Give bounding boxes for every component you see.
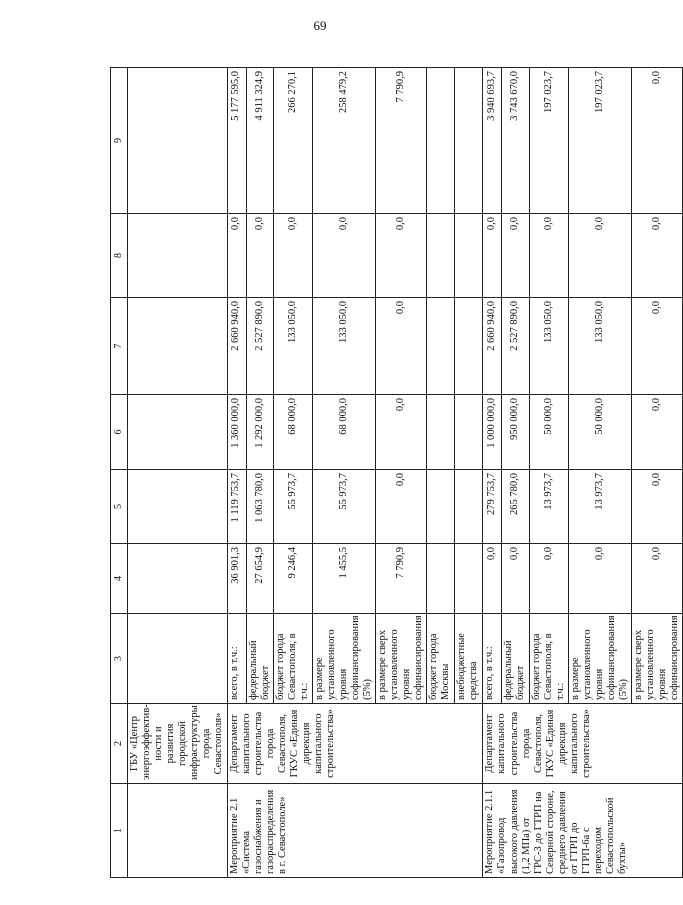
value-cell: 0,0 bbox=[376, 395, 427, 470]
continuation-empty-cell bbox=[128, 614, 228, 704]
funding-source-cell: в размере сверх установленного уровня софинансирования bbox=[632, 614, 683, 704]
value-cell: 3 743 670,0 bbox=[502, 68, 529, 214]
value-cell: 0,0 bbox=[632, 68, 683, 214]
value-cell: 0,0 bbox=[376, 470, 427, 544]
value-cell: 9 246,4 bbox=[273, 544, 312, 614]
value-cell: 0,0 bbox=[502, 544, 529, 614]
value-cell: 0,0 bbox=[502, 214, 529, 298]
value-cell: 2 527 890,0 bbox=[502, 298, 529, 395]
value-cell: 27 654,9 bbox=[246, 544, 273, 614]
value-cell bbox=[455, 298, 483, 395]
table-row bbox=[483, 68, 502, 878]
value-cell: 5 177 595,0 bbox=[227, 68, 246, 214]
table-wrapper bbox=[110, 68, 681, 878]
value-cell: 1 000 000,0 bbox=[483, 395, 502, 470]
value-cell bbox=[427, 68, 455, 214]
value-cell: 2 660 940,0 bbox=[227, 298, 246, 395]
header-cell-7: 7 bbox=[111, 298, 128, 395]
value-cell: 50 000,0 bbox=[529, 395, 568, 470]
continuation-empty-cell bbox=[128, 470, 228, 544]
value-cell: 13 973,7 bbox=[568, 470, 631, 544]
value-cell: 50 000,0 bbox=[568, 395, 631, 470]
value-cell: 0,0 bbox=[632, 298, 683, 395]
value-cell: 1 360 000,0 bbox=[227, 395, 246, 470]
value-cell: 0,0 bbox=[483, 544, 502, 614]
value-cell: 0,0 bbox=[376, 298, 427, 395]
value-cell: 265 780,0 bbox=[502, 470, 529, 544]
value-cell: 0,0 bbox=[227, 214, 246, 298]
value-cell: 55 973,7 bbox=[312, 470, 375, 544]
value-cell: 0,0 bbox=[632, 470, 683, 544]
value-cell bbox=[455, 68, 483, 214]
value-cell: 7 790,9 bbox=[376, 68, 427, 214]
value-cell: 0,0 bbox=[376, 214, 427, 298]
continuation-empty-cell bbox=[128, 298, 228, 395]
header-cell-2: 2 bbox=[111, 704, 128, 784]
table-row bbox=[227, 68, 246, 878]
measure-executor-cell: Департамент капитального строительства города Севастополя, ГКУС «Единая дирекция капитального строительства» bbox=[227, 704, 483, 784]
value-cell: 133 050,0 bbox=[273, 298, 312, 395]
value-cell: 1 063 780,0 bbox=[246, 470, 273, 544]
funding-source-cell: в размере установленного уровня софинансирования (5%) bbox=[312, 614, 375, 704]
value-cell: 36 901,3 bbox=[227, 544, 246, 614]
value-cell: 2 660 940,0 bbox=[483, 298, 502, 395]
value-cell: 0,0 bbox=[529, 214, 568, 298]
value-cell: 0,0 bbox=[529, 544, 568, 614]
value-cell: 4 911 324,9 bbox=[246, 68, 273, 214]
value-cell bbox=[427, 298, 455, 395]
continuation-executor-cell: ГБУ «Центр энергоэффектив-ности и развития городской инфраструктуры города Севастополя» bbox=[128, 704, 228, 784]
value-cell bbox=[427, 395, 455, 470]
value-cell: 258 479,2 bbox=[312, 68, 375, 214]
value-cell: 55 973,7 bbox=[273, 470, 312, 544]
value-cell: 133 050,0 bbox=[529, 298, 568, 395]
header-cell-8: 8 bbox=[111, 214, 128, 298]
value-cell: 950 000,0 bbox=[502, 395, 529, 470]
continuation-empty-cell bbox=[128, 214, 228, 298]
value-cell: 0,0 bbox=[312, 214, 375, 298]
value-cell: 68 000,0 bbox=[273, 395, 312, 470]
funding-source-cell: всего, в т.ч.: bbox=[483, 614, 502, 704]
measure-name-cell: Мероприятие 2.1 «Система газоснабжения и газораспределения в г. Севастополе» bbox=[227, 784, 483, 878]
value-cell: 133 050,0 bbox=[568, 298, 631, 395]
value-cell: 13 973,7 bbox=[529, 470, 568, 544]
funding-table bbox=[110, 67, 683, 878]
continuation-empty-cell bbox=[128, 544, 228, 614]
value-cell: 3 940 693,7 bbox=[483, 68, 502, 214]
funding-source-cell: бюджет города Москвы bbox=[427, 614, 455, 704]
funding-source-cell: бюджет города Севастополя, в т.ч.: bbox=[529, 614, 568, 704]
value-cell: 0,0 bbox=[483, 214, 502, 298]
value-cell: 0,0 bbox=[273, 214, 312, 298]
funding-source-cell: в размере сверх установленного уровня софинансирования bbox=[376, 614, 427, 704]
value-cell: 68 000,0 bbox=[312, 395, 375, 470]
value-cell bbox=[427, 214, 455, 298]
value-cell: 133 050,0 bbox=[312, 298, 375, 395]
header-cell-1: 1 bbox=[111, 784, 128, 878]
funding-source-cell: в размере установленного уровня софинансирования (5%) bbox=[568, 614, 631, 704]
value-cell: 1 292 000,0 bbox=[246, 395, 273, 470]
value-cell: 0,0 bbox=[246, 214, 273, 298]
value-cell: 0,0 bbox=[568, 544, 631, 614]
funding-source-cell: федеральный бюджет bbox=[246, 614, 273, 704]
rotated-table-container bbox=[110, 68, 681, 878]
header-cell-3: 3 bbox=[111, 614, 128, 704]
funding-source-cell: внебюджетные средства bbox=[455, 614, 483, 704]
value-cell: 2 527 890,0 bbox=[246, 298, 273, 395]
funding-source-cell: бюджет города Севастополя, в т.ч.: bbox=[273, 614, 312, 704]
continuation-empty-cell bbox=[128, 784, 228, 878]
value-cell: 266 270,1 bbox=[273, 68, 312, 214]
value-cell: 279 753,7 bbox=[483, 470, 502, 544]
value-cell bbox=[427, 544, 455, 614]
value-cell: 0,0 bbox=[632, 544, 683, 614]
header-cell-5: 5 bbox=[111, 470, 128, 544]
value-cell: 0,0 bbox=[632, 395, 683, 470]
value-cell: 1 119 753,7 bbox=[227, 470, 246, 544]
header-cell-4: 4 bbox=[111, 544, 128, 614]
value-cell bbox=[455, 470, 483, 544]
value-cell bbox=[455, 395, 483, 470]
page-number: 69 bbox=[313, 18, 327, 33]
measure-name-cell: Мероприятие 2.1.1 «Газопровод высокого давления (1,2 МПа) от ГРС-3 до ГТРП на Северной стороне, среднего давления от ГТРП до ГТРП-6а с переходом Севастопольской бухты» bbox=[483, 784, 683, 878]
funding-source-cell: федеральный бюджет bbox=[502, 614, 529, 704]
continuation-row bbox=[128, 68, 228, 878]
measure-executor-cell: Департамент капитального строительства города Севастополя, ГКУС «Единая дирекция капитального строительства» bbox=[483, 704, 683, 784]
value-cell: 1 455,5 bbox=[312, 544, 375, 614]
value-cell: 0,0 bbox=[568, 214, 631, 298]
header-cell-6: 6 bbox=[111, 395, 128, 470]
header-row bbox=[111, 68, 128, 878]
value-cell: 7 790,9 bbox=[376, 544, 427, 614]
value-cell: 0,0 bbox=[632, 214, 683, 298]
value-cell bbox=[427, 470, 455, 544]
value-cell: 197 023,7 bbox=[568, 68, 631, 214]
continuation-empty-cell bbox=[128, 395, 228, 470]
funding-source-cell: всего, в т.ч.: bbox=[227, 614, 246, 704]
value-cell bbox=[455, 544, 483, 614]
value-cell bbox=[455, 214, 483, 298]
header-cell-9: 9 bbox=[111, 68, 128, 214]
continuation-empty-cell bbox=[128, 68, 228, 214]
value-cell: 197 023,7 bbox=[529, 68, 568, 214]
